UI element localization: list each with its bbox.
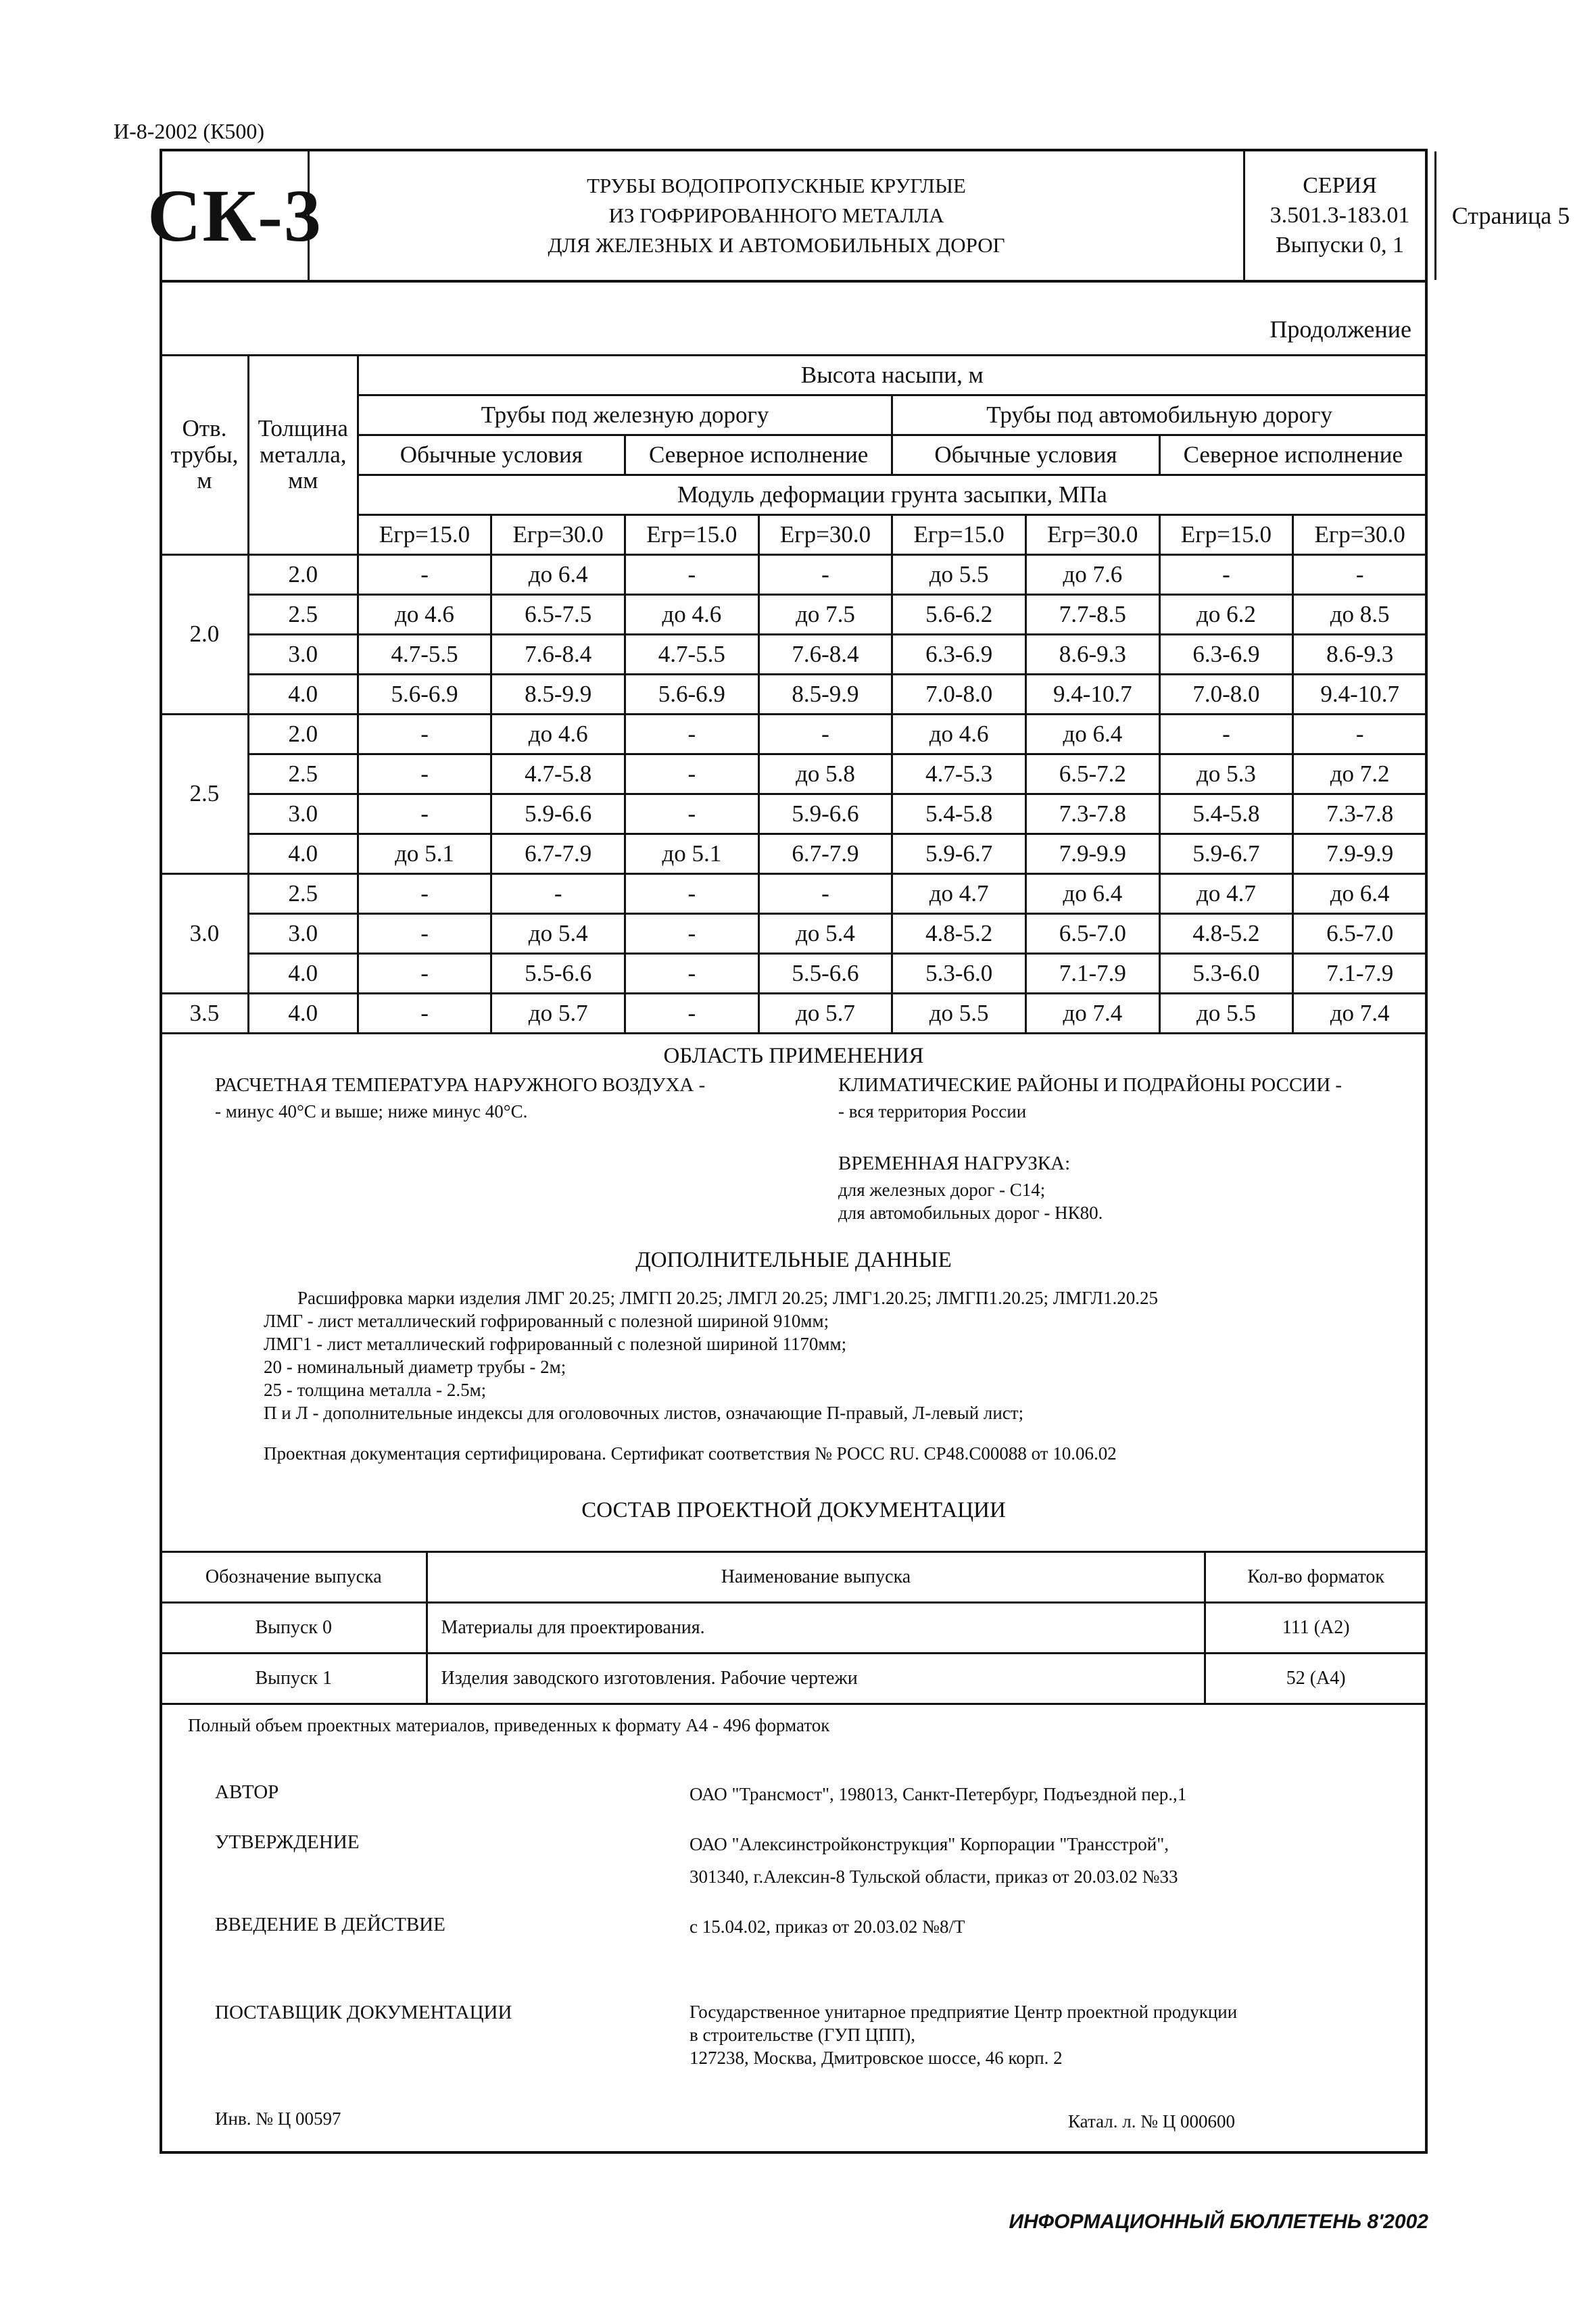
bulletin-footer: ИНФОРМАЦИОННЫЙ БЮЛЛЕТЕНЬ 8'2002 <box>1009 2211 1428 2233</box>
height-value-cell: до 6.4 <box>491 555 625 595</box>
opening-cell: 2.0 <box>161 555 249 715</box>
height-value-cell: 4.7-5.5 <box>358 635 491 675</box>
additional-line: Расшифровка марки изделия ЛМГ 20.25; ЛМГП 20.25; ЛМГЛ 20.25; ЛМГ1.20.25; ЛМГП1.20.25; ЛМГЛ1.20.25 <box>297 1288 1158 1308</box>
thickness-cell: 4.0 <box>248 834 358 874</box>
scope-title: ОБЛАСТЬ ПРИМЕНЕНИЯ <box>663 1044 924 1068</box>
height-value-cell: до 5.5 <box>892 555 1026 595</box>
height-value-cell: 4.7-5.5 <box>625 635 759 675</box>
thickness-cell: 2.5 <box>248 754 358 794</box>
thickness-cell: 3.0 <box>248 914 358 954</box>
climate-value: - вся территория России <box>838 1101 1027 1122</box>
issue-name: Изделия заводского изготовления. Рабочие чертежи <box>427 1654 1205 1704</box>
table-row <box>161 914 1427 954</box>
height-value-cell: - <box>625 914 759 954</box>
thickness-cell: 2.5 <box>248 874 358 914</box>
height-value-cell: 5.3-6.0 <box>1159 954 1293 994</box>
height-value-cell: - <box>358 914 491 954</box>
height-value-cell: 7.6-8.4 <box>491 635 625 675</box>
temperature-title: РАСЧЕТНАЯ ТЕМПЕРАТУРА НАРУЖНОГО ВОЗДУХА - <box>215 1074 706 1096</box>
height-value-cell: до 7.6 <box>1025 555 1159 595</box>
load-road: для автомобильных дорог - НК80. <box>838 1203 1103 1223</box>
height-value-cell: 7.7-8.5 <box>1025 595 1159 635</box>
thickness-cell: 4.0 <box>248 954 358 994</box>
height-value-cell: 7.6-8.4 <box>758 635 892 675</box>
height-value-cell: 7.1-7.9 <box>1293 954 1427 994</box>
height-value-cell: 7.0-8.0 <box>1159 675 1293 715</box>
table-row <box>161 675 1427 715</box>
thickness-header: Толщина металла, мм <box>248 356 358 555</box>
title-line: ИЗ ГОФРИРОВАННОГО МЕТАЛЛА <box>608 203 944 227</box>
opening-cell: 2.5 <box>161 715 249 874</box>
total-volume: Полный объем проектных материалов, приведенных к формату А4 - 496 форматок <box>188 1715 830 1735</box>
height-value-cell: до 6.4 <box>1293 874 1427 914</box>
height-value-cell: до 5.1 <box>358 834 491 874</box>
temperature-value: - минус 40°С и выше; ниже минус 40°С. <box>215 1101 528 1122</box>
thickness-cell: 3.0 <box>248 794 358 834</box>
modulus-header: Модуль деформации грунта засыпки, МПа <box>358 475 1426 515</box>
additional-line: ЛМГ1 - лист металлический гофрированный с полезной шириной 1170мм; <box>264 1334 847 1354</box>
table-row <box>161 595 1427 635</box>
height-value-cell: - <box>758 555 892 595</box>
height-value-cell: - <box>1159 555 1293 595</box>
supplier-value: Государственное унитарное предприятие Центр проектной продукции <box>690 2002 1238 2022</box>
height-value-cell: 5.9-6.7 <box>1159 834 1293 874</box>
height-value-cell: до 6.4 <box>1025 874 1159 914</box>
height-value-cell: 7.3-7.8 <box>1293 794 1427 834</box>
height-value-cell: до 7.5 <box>758 595 892 635</box>
additional-line: 25 - толщина металла - 2.5м; <box>264 1380 487 1400</box>
height-value-cell: 5.3-6.0 <box>892 954 1026 994</box>
height-value-cell: 8.6-9.3 <box>1293 635 1427 675</box>
height-value-cell: 4.7-5.3 <box>892 754 1026 794</box>
height-value-cell: - <box>358 954 491 994</box>
height-value-cell: 5.9-6.6 <box>758 794 892 834</box>
header-row <box>161 356 1427 395</box>
height-value-cell: - <box>358 874 491 914</box>
modulus-30-header: Егр=30.0 <box>491 515 625 555</box>
document-frame <box>147 149 1570 2154</box>
modulus-30-header: Егр=30.0 <box>758 515 892 555</box>
thickness-cell: 4.0 <box>248 675 358 715</box>
height-value-cell: 6.7-7.9 <box>491 834 625 874</box>
additional-line: 20 - номинальный диаметр трубы - 2м; <box>264 1357 566 1377</box>
issue-designation: Выпуск 0 <box>161 1603 427 1654</box>
composition-row <box>161 1603 1427 1654</box>
height-value-cell: 7.9-9.9 <box>1293 834 1427 874</box>
thickness-cell: 2.5 <box>248 595 358 635</box>
modulus-30-header: Егр=30.0 <box>1025 515 1159 555</box>
title-block <box>147 151 1570 283</box>
height-value-cell: - <box>758 874 892 914</box>
continuation-label: Продолжение <box>1269 316 1411 343</box>
height-value-cell: 6.5-7.0 <box>1025 914 1159 954</box>
inventory-number: Инв. № Ц 00597 <box>215 2108 341 2129</box>
height-value-cell: 6.5-7.5 <box>491 595 625 635</box>
height-value-cell: до 8.5 <box>1293 595 1427 635</box>
table-row <box>161 954 1427 994</box>
composition-header: Кол-во форматок <box>1205 1552 1427 1603</box>
table-row <box>161 715 1427 754</box>
height-value-cell: до 5.8 <box>758 754 892 794</box>
height-value-cell: до 5.7 <box>491 994 625 1034</box>
height-value-cell: до 5.5 <box>1159 994 1293 1034</box>
height-value-cell: 4.8-5.2 <box>1159 914 1293 954</box>
height-value-cell: 6.7-7.9 <box>758 834 892 874</box>
table-row <box>161 635 1427 675</box>
height-value-cell: до 4.7 <box>892 874 1026 914</box>
normal-conditions-header: Обычные условия <box>358 435 625 475</box>
modulus-15-header: Егр=15.0 <box>1159 515 1293 555</box>
supplier-label: ПОСТАВЩИК ДОКУМЕНТАЦИИ <box>215 2002 512 2023</box>
composition-header: Обозначение выпуска <box>161 1552 427 1603</box>
height-value-cell: 7.9-9.9 <box>1025 834 1159 874</box>
height-value-cell: 5.9-6.6 <box>491 794 625 834</box>
table-row <box>161 754 1427 794</box>
height-value-cell: до 5.4 <box>758 914 892 954</box>
issue-designation: Выпуск 1 <box>161 1654 427 1704</box>
enact-label: ВВЕДЕНИЕ В ДЕЙСТВИЕ <box>215 1914 445 1935</box>
additional-section <box>162 1248 1425 1464</box>
thickness-cell: 3.0 <box>248 635 358 675</box>
height-value-cell: 5.4-5.8 <box>1159 794 1293 834</box>
modulus-15-header: Егр=15.0 <box>625 515 759 555</box>
enact-value: с 15.04.02, приказ от 20.03.02 №8/Т <box>690 1917 965 1937</box>
height-value-cell: - <box>625 715 759 754</box>
height-value-cell: 9.4-10.7 <box>1293 675 1427 715</box>
height-value-cell: - <box>358 715 491 754</box>
normal-conditions-header: Обычные условия <box>892 435 1159 475</box>
embankment-height-table <box>160 354 1428 1034</box>
title-line: ДЛЯ ЖЕЛЕЗНЫХ И АВТОМОБИЛЬНЫХ ДОРОГ <box>548 233 1005 257</box>
series-number: 3.501.3-183.01 <box>1269 203 1410 228</box>
load-title: ВРЕМЕННАЯ НАГРУЗКА: <box>838 1153 1071 1174</box>
modulus-15-header: Егр=15.0 <box>358 515 491 555</box>
table-row <box>161 874 1427 914</box>
height-value-cell: - <box>358 994 491 1034</box>
issue-name: Материалы для проектирования. <box>427 1603 1205 1654</box>
table-row <box>161 994 1427 1034</box>
height-value-cell: 5.4-5.8 <box>892 794 1026 834</box>
composition-header: Наименование выпуска <box>427 1552 1205 1603</box>
author-label: АВТОР <box>215 1781 279 1803</box>
height-value-cell: 8.6-9.3 <box>1025 635 1159 675</box>
height-value-cell: до 5.4 <box>491 914 625 954</box>
height-value-cell: 6.3-6.9 <box>892 635 1026 675</box>
north-conditions-header: Северное исполнение <box>1159 435 1426 475</box>
approval-label: УТВЕРЖДЕНИЕ <box>215 1831 360 1853</box>
certificate-line: Проектная документация сертифицирована. Сертификат соответствия № РОСС RU. СР48.С00088 от 10.06.02 <box>264 1443 1117 1464</box>
height-value-cell: до 7.4 <box>1293 994 1427 1034</box>
height-value-cell: до 5.7 <box>758 994 892 1034</box>
height-value-cell: - <box>625 994 759 1034</box>
series-code: СК-3 <box>162 151 310 280</box>
height-value-cell: - <box>625 555 759 595</box>
page-number: Страница 5 <box>1451 202 1570 229</box>
modulus-15-header: Егр=15.0 <box>892 515 1026 555</box>
height-value-cell: 5.5-6.6 <box>758 954 892 994</box>
height-value-cell: 5.9-6.7 <box>892 834 1026 874</box>
supplier-value: 127238, Москва, Дмитровское шоссе, 46 корп. 2 <box>690 2048 1063 2068</box>
composition-table <box>160 1551 1428 1705</box>
height-value-cell: - <box>358 754 491 794</box>
height-value-cell: до 4.7 <box>1159 874 1293 914</box>
series-label: СЕРИЯ <box>1303 173 1377 198</box>
height-value-cell: - <box>625 954 759 994</box>
height-value-cell: 5.6-6.9 <box>358 675 491 715</box>
height-value-cell: до 5.3 <box>1159 754 1293 794</box>
modulus-30-header: Егр=30.0 <box>1293 515 1427 555</box>
table-row <box>161 834 1427 874</box>
table-row <box>161 794 1427 834</box>
rail-header: Трубы под железную дорогу <box>358 395 892 435</box>
height-value-cell: - <box>1159 715 1293 754</box>
issue-format-count: 52 (А4) <box>1205 1654 1427 1704</box>
supplier-value: в строительстве (ГУП ЦПП), <box>690 2025 915 2045</box>
height-value-cell: - <box>625 794 759 834</box>
document-title <box>310 151 1245 280</box>
height-value-cell: 5.5-6.6 <box>491 954 625 994</box>
height-value-cell: 9.4-10.7 <box>1025 675 1159 715</box>
height-value-cell: 7.1-7.9 <box>1025 954 1159 994</box>
height-value-cell: до 4.6 <box>625 595 759 635</box>
approval-value: 301340, г.Алексин-8 Тульской области, приказ от 20.03.02 №33 <box>690 1866 1178 1887</box>
height-value-cell: - <box>358 794 491 834</box>
height-value-cell: до 4.6 <box>358 595 491 635</box>
height-value-cell: 6.3-6.9 <box>1159 635 1293 675</box>
additional-line: П и Л - дополнительные индексы для оголовочных листов, означающие П-правый, Л-левый лист; <box>264 1403 1024 1423</box>
height-value-cell: 6.5-7.2 <box>1025 754 1159 794</box>
composition-row <box>161 1654 1427 1704</box>
height-value-cell: до 5.1 <box>625 834 759 874</box>
thickness-cell: 2.0 <box>248 715 358 754</box>
height-value-cell: - <box>491 874 625 914</box>
issues-label: Выпуски 0, 1 <box>1275 233 1405 258</box>
height-value-cell: до 6.4 <box>1025 715 1159 754</box>
height-value-cell: 6.5-7.0 <box>1293 914 1427 954</box>
height-value-cell: 8.5-9.9 <box>758 675 892 715</box>
height-value-cell: 5.6-6.9 <box>625 675 759 715</box>
height-value-cell: до 7.2 <box>1293 754 1427 794</box>
north-conditions-header: Северное исполнение <box>625 435 892 475</box>
height-value-cell: - <box>1293 555 1427 595</box>
table-row <box>161 555 1427 595</box>
height-value-cell: 7.3-7.8 <box>1025 794 1159 834</box>
height-value-cell: до 4.6 <box>491 715 625 754</box>
opening-cell: 3.5 <box>161 994 249 1034</box>
approval-value: ОАО "Алексинстройконструкция" Корпорации "Трансстрой", <box>690 1834 1169 1854</box>
climate-title: КЛИМАТИЧЕСКИЕ РАЙОНЫ И ПОДРАЙОНЫ РОССИИ - <box>838 1074 1343 1096</box>
load-rail: для железных дорог - С14; <box>838 1180 1046 1200</box>
road-header: Трубы под автомобильную дорогу <box>892 395 1427 435</box>
height-value-cell: - <box>758 715 892 754</box>
height-value-cell: 4.7-5.8 <box>491 754 625 794</box>
height-value-cell: - <box>1293 715 1427 754</box>
height-header: Высота насыпи, м <box>358 356 1426 395</box>
opening-cell: 3.0 <box>161 874 249 994</box>
title-line: ТРУБЫ ВОДОПРОПУСКНЫЕ КРУГЛЫЕ <box>587 174 966 197</box>
height-value-cell: 5.6-6.2 <box>892 595 1026 635</box>
thickness-cell: 4.0 <box>248 994 358 1034</box>
height-value-cell: до 7.4 <box>1025 994 1159 1034</box>
height-value-cell: 8.5-9.9 <box>491 675 625 715</box>
composition-title: СОСТАВ ПРОЕКТНОЙ ДОКУМЕНТАЦИИ <box>581 1498 1006 1522</box>
additional-line: ЛМГ - лист металлический гофрированный с полезной шириной 910мм; <box>264 1311 829 1331</box>
thickness-cell: 2.0 <box>248 555 358 595</box>
height-value-cell: 7.0-8.0 <box>892 675 1026 715</box>
catalog-number: Катал. л. № Ц 000600 <box>1068 2111 1235 2131</box>
series-info <box>1245 151 1436 280</box>
height-value-cell: 4.8-5.2 <box>892 914 1026 954</box>
author-value: ОАО "Трансмост", 198013, Санкт-Петербург, Подъездной пер.,1 <box>690 1784 1187 1804</box>
document-code: И-8-2002 (К500) <box>114 119 265 143</box>
issue-format-count: 111 (А2) <box>1205 1603 1427 1654</box>
height-value-cell: до 5.5 <box>892 994 1026 1034</box>
additional-title: ДОПОЛНИТЕЛЬНЫЕ ДАННЫЕ <box>635 1248 952 1272</box>
opening-header: Отв. трубы, м <box>161 356 249 555</box>
height-value-cell: - <box>358 555 491 595</box>
height-value-cell: до 6.2 <box>1159 595 1293 635</box>
height-value-cell: - <box>625 874 759 914</box>
height-value-cell: - <box>625 754 759 794</box>
composition-header-row <box>161 1552 1427 1603</box>
height-value-cell: до 4.6 <box>892 715 1026 754</box>
